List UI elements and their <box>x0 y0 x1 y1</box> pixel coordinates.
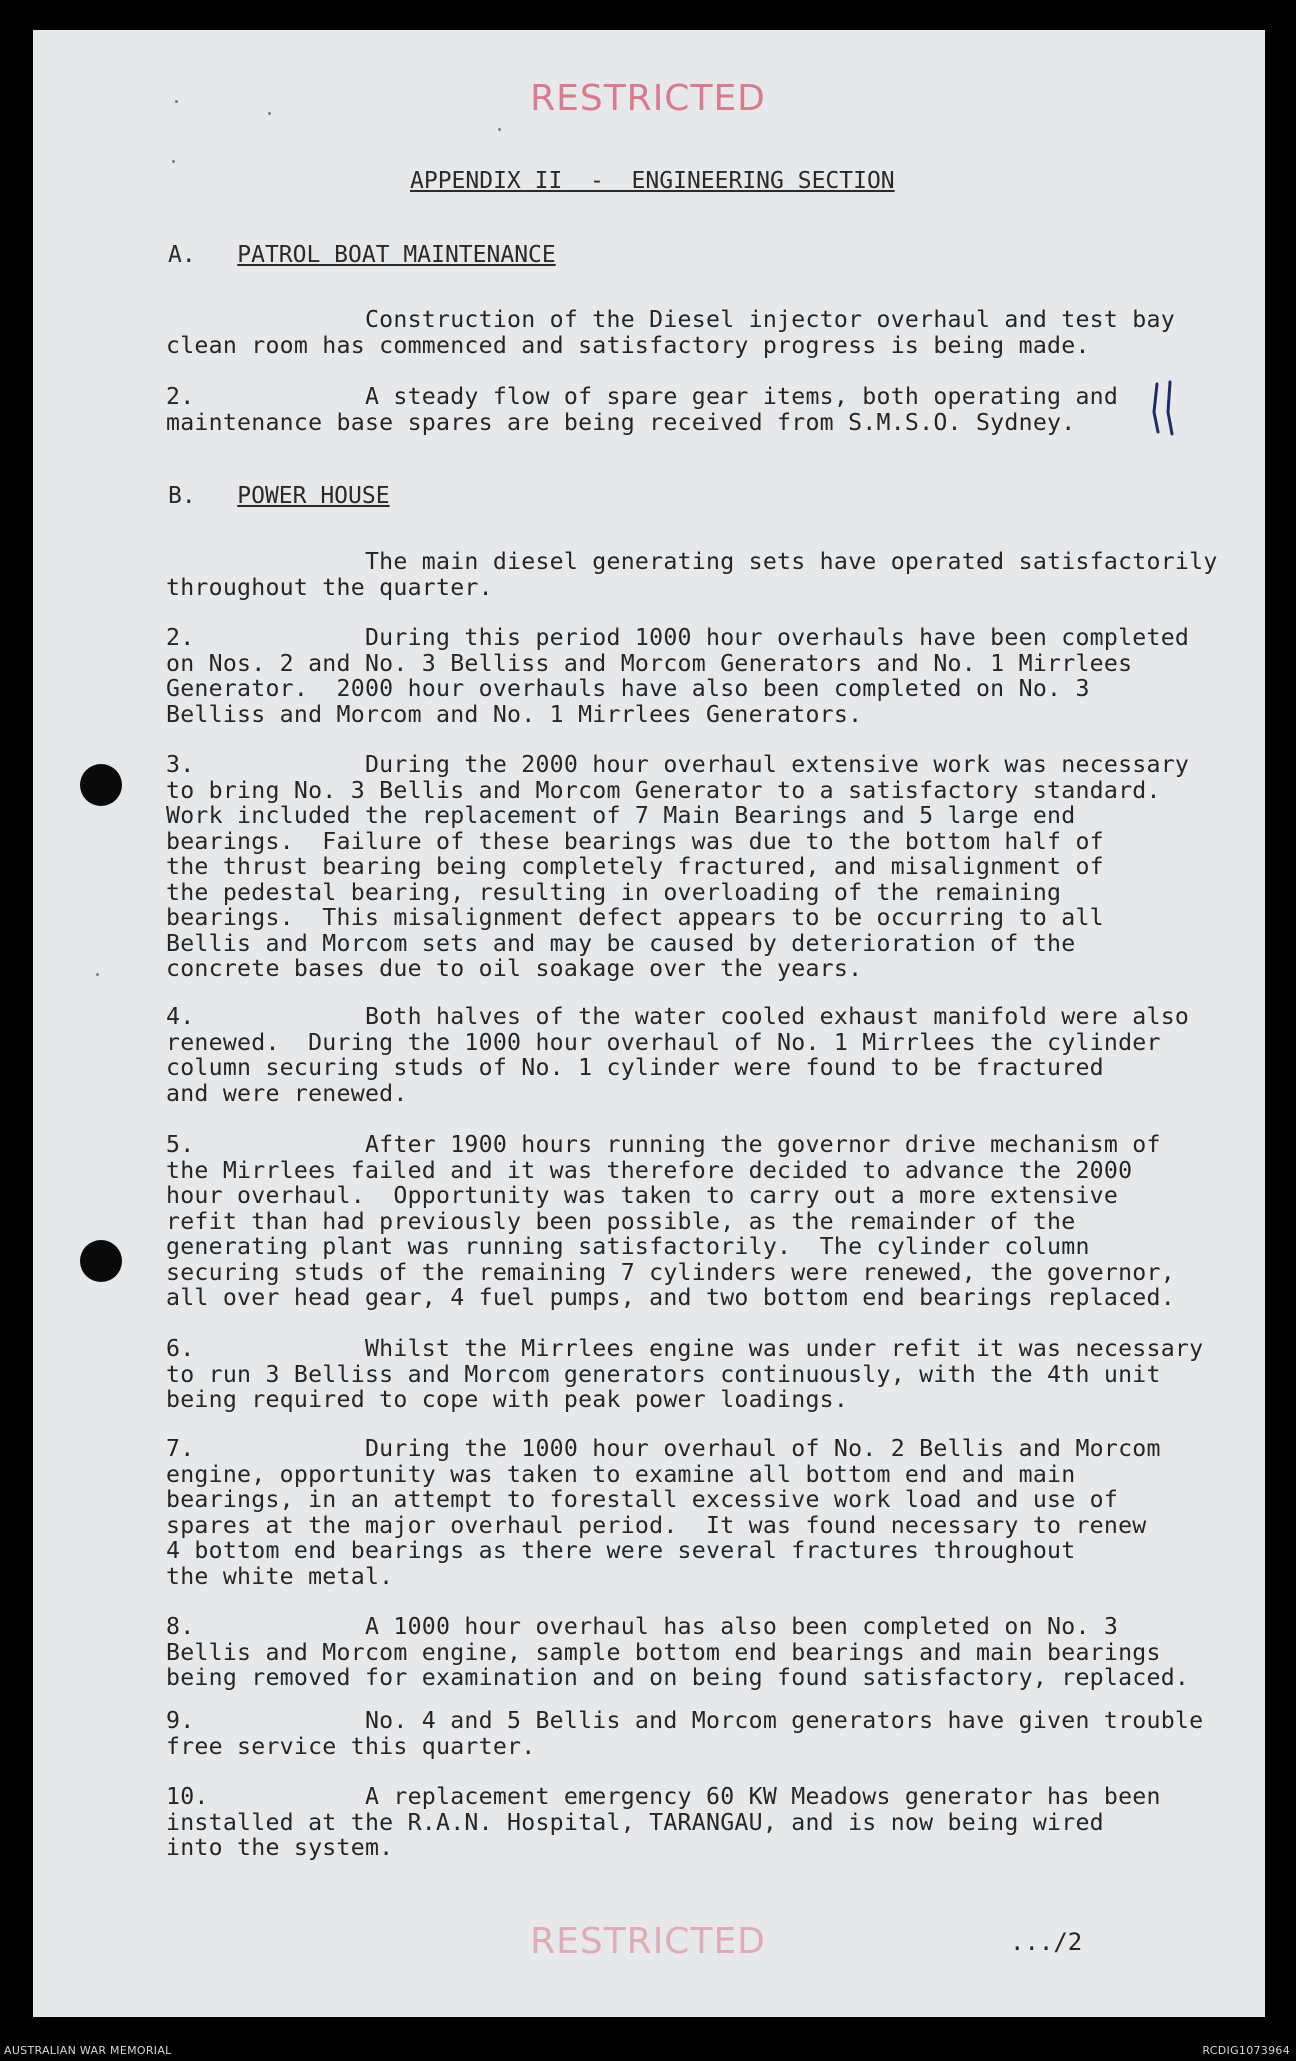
section-a-paragraph-1: Construction of the Diesel injector overhaul and test bay clean room has commenced and satisfactory progress is being made. <box>166 306 1175 359</box>
paper-speck <box>96 973 99 976</box>
paper-speck <box>268 112 271 115</box>
section-b-letter: B. <box>168 483 196 509</box>
page-continuation: .../2 <box>1010 1928 1083 1956</box>
punch-hole-bottom <box>80 1240 122 1282</box>
restricted-stamp-bottom: RESTRICTED <box>530 1921 766 1962</box>
section-b-paragraph-8: 8. A 1000 hour overhaul has also been completed on No. 3 Bellis and Morcom engine, sample bottom end bearings and main bearings being removed for examination and on being found satisfactory, replaced. <box>166 1613 1190 1691</box>
section-b-paragraph-1: The main diesel generating sets have operated satisfactorily throughout the quarter. <box>166 548 1218 601</box>
paper-speck <box>175 100 178 103</box>
section-b-paragraph-7: 7. During the 1000 hour overhaul of No. 2 Bellis and Morcom engine, opportunity was taken to examine all bottom end and main bearings, in an attempt to forestall excessive work load and use of spares at the major overhaul period. It was found necessary to renew 4 bottom end bearings as there were several fractures throughout the white metal. <box>166 1435 1161 1590</box>
section-b-paragraph-6: 6. Whilst the Mirrlees engine was under refit it was necessary to run 3 Belliss and Morcom generators continuously, with the 4th unit being required to cope with peak power loadings. <box>166 1335 1204 1413</box>
section-b-paragraph-5: 5. After 1900 hours running the governor drive mechanism of the Mirrlees failed and it was therefore decided to advance the 2000 hour overhaul. Opportunity was taken to carry out a more extensive refit than had previously been possible, as the remainder of the generating plant was running satisfactorily. The cylinder column securing studs of the remaining 7 cylinders were renewed, the governor, all over head gear, 4 fuel pumps, and two bottom end bearings replaced. <box>166 1131 1175 1311</box>
section-b-paragraph-2: 2. During this period 1000 hour overhauls have been completed on Nos. 2 and No. 3 Belliss and Morcom Generators and No. 1 Mirrlees Generator. 2000 hour overhauls have also been completed on No. 3 Belliss and Morcom and No. 1 Mirrlees Generators. <box>166 624 1190 728</box>
paper-speck <box>172 160 175 163</box>
footer-record-id: RCDIG1073964 <box>1202 2044 1290 2057</box>
punch-hole-top <box>80 764 122 806</box>
restricted-stamp-top: RESTRICTED <box>530 78 766 119</box>
section-b-paragraph-10: 10. A replacement emergency 60 KW Meadows generator has been installed at the R.A.N. Hospital, TARANGAU, and is now being wired into the system. <box>166 1783 1161 1861</box>
section-b-paragraph-9: 9. No. 4 and 5 Bellis and Morcom generators have given trouble free service this quarter. <box>166 1707 1204 1760</box>
section-a-letter: A. <box>168 242 196 268</box>
section-b-heading <box>168 483 390 509</box>
section-b-paragraph-3: 3. During the 2000 hour overhaul extensive work was necessary to bring No. 3 Bellis and Morcom Generator to a satisfactory standard. Work included the replacement of 7 Main Bearings and 5 large end bearings. Failure of these bearings was due to the bottom half of the thrust bearing being completely fractured, and misalignment of the pedestal bearing, resulting in overloading of the remaining bearings. This misalignment defect appears to be occurring to all Bellis and Morcom sets and may be caused by deterioration of the concrete bases due to oil soakage over the years. <box>166 751 1190 982</box>
handwritten-check-mark <box>1148 378 1180 440</box>
section-b-paragraph-4: 4. Both halves of the water cooled exhaust manifold were also renewed. During the 1000 hour overhaul of No. 1 Mirrlees the cylinder column securing studs of No. 1 cylinder were found to be fractured and were renewed. <box>166 1003 1190 1107</box>
section-b-title: POWER HOUSE <box>237 483 390 509</box>
footer-archive-name: AUSTRALIAN WAR MEMORIAL <box>4 2044 172 2057</box>
document-title: APPENDIX II - ENGINEERING SECTION <box>410 168 895 194</box>
section-a-title: PATROL BOAT MAINTENANCE <box>237 242 556 268</box>
section-a-heading <box>168 242 556 268</box>
paper-speck <box>498 128 501 131</box>
section-a-paragraph-2: 2. A steady flow of spare gear items, both operating and maintenance base spares are being received from S.M.S.O. Sydney. <box>166 383 1119 436</box>
